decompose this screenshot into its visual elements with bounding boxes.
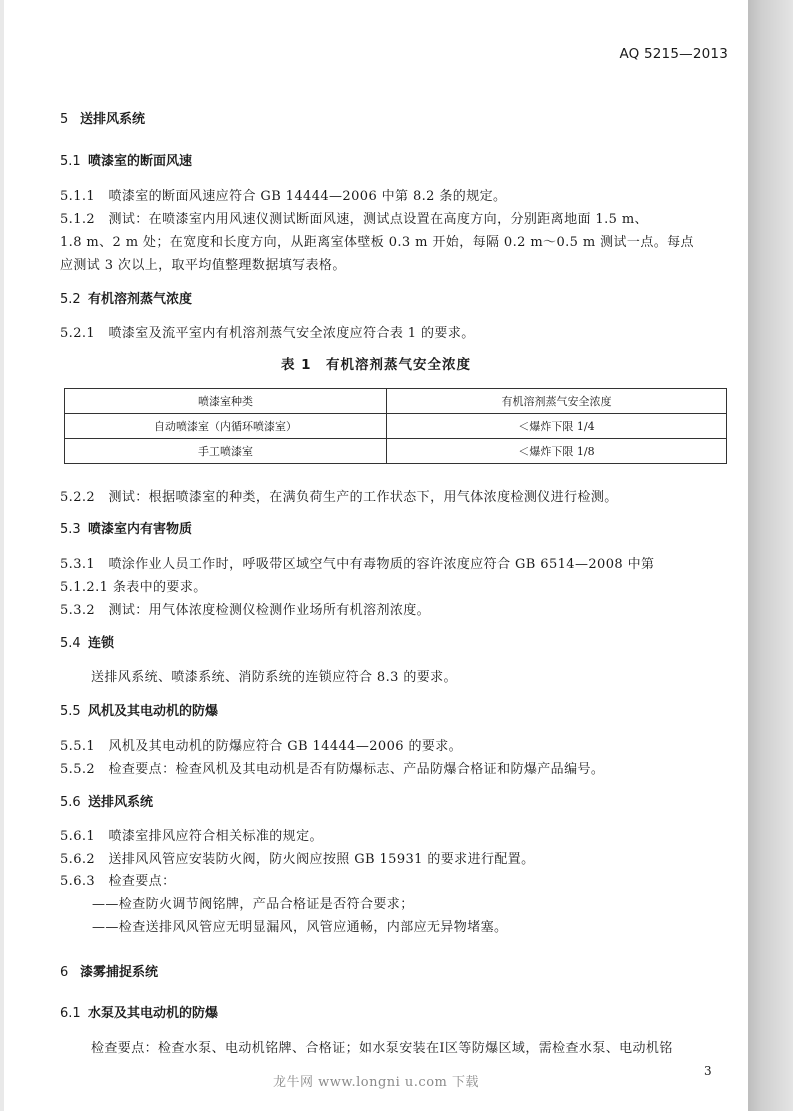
- clause-5-1-1: 5.1.1 喷漆室的断面风速应符合 GB 14444—2006 中第 8.2 条的规定。: [60, 189, 507, 204]
- page-number: 3: [704, 1064, 712, 1078]
- dash-item: ——检查送排风风管应无明显漏风，风管应通畅，内部应无异物堵塞。: [92, 920, 508, 935]
- clause-5-5-1: 5.5.1 风机及其电动机的防爆应符合 GB 14444—2006 的要求。: [60, 739, 463, 754]
- clause-5-1-2: 5.1.2 测试：在喷漆室内用风速仪测试断面风速，测试点设置在高度方向，分别距离地面 1.5 m、: [60, 212, 648, 227]
- section-heading-5-4: 5.4 连锁: [60, 636, 115, 651]
- table-cell: 自动喷漆室（内循环喷漆室）: [65, 414, 387, 439]
- section-heading-6: 6 漆雾捕捉系统: [60, 965, 159, 980]
- section-heading-6-1: 6.1 水泵及其电动机的防爆: [60, 1006, 219, 1021]
- dash-item: ——检查防火调节阀铭牌，产品合格证是否符合要求；: [92, 897, 414, 912]
- section-heading-5-5: 5.5 风机及其电动机的防爆: [60, 704, 219, 719]
- table-cell: ＜爆炸下限 1/4: [387, 414, 727, 439]
- table-header-cell: 喷漆室种类: [65, 389, 387, 414]
- clause-5-3-1: 5.3.1 喷涂作业人员工作时，呼吸带区域空气中有毒物质的容许浓度应符合 GB 6514—2008 中第: [60, 557, 655, 572]
- clause-5-1-2-cont2: 应测试 3 次以上，取平均值整理数据填写表格。: [60, 258, 346, 273]
- clause-5-1-2-cont: 1.8 m、2 m 处；在宽度和长度方向，从距离室体壁板 0.3 m 开始，每隔 0.2 m～0.5 m 测试一点。每点: [60, 235, 694, 250]
- paragraph-6-1: 检查要点：检查水泵、电动机铭牌、合格证；如水泵安装在Ⅰ区等防爆区域，需检查水泵、电动机铭: [91, 1041, 673, 1056]
- table-cell: ＜爆炸下限 1/8: [387, 439, 727, 464]
- section-heading-5-6: 5.6 送排风系统: [60, 795, 154, 810]
- clause-5-6-3: 5.6.3 检查要点：: [60, 874, 176, 889]
- table-row: [65, 439, 727, 464]
- section-heading-5: 5 送排风系统: [60, 112, 146, 127]
- table-row: [65, 414, 727, 439]
- table-header-cell: 有机溶剂蒸气安全浓度: [387, 389, 727, 414]
- paragraph-5-4: 送排风系统、喷漆系统、消防系统的连锁应符合 8.3 的要求。: [91, 670, 457, 685]
- standard-code: AQ 5215—2013: [619, 46, 728, 62]
- table-caption: 表 1 有机溶剂蒸气安全浓度: [280, 357, 472, 373]
- clause-5-5-2: 5.5.2 检查要点：检查风机及其电动机是否有防爆标志、产品防爆合格证和防爆产品编号。: [60, 762, 605, 777]
- clause-5-6-1: 5.6.1 喷漆室排风应符合相关标准的规定。: [60, 829, 323, 844]
- section-heading-5-3: 5.3 喷漆室内有害物质: [60, 522, 193, 537]
- concentration-table: [64, 388, 727, 464]
- document-page: [4, 0, 748, 1111]
- clause-5-3-2: 5.3.2 测试：用气体浓度检测仪检测作业场所有机溶剂浓度。: [60, 603, 431, 618]
- watermark-text: 龙牛网 www.longni u.com 下载: [272, 1075, 480, 1090]
- clause-5-2-1: 5.2.1 喷漆室及流平室内有机溶剂蒸气安全浓度应符合表 1 的要求。: [60, 326, 475, 341]
- page-edge-shadow: [748, 0, 793, 1111]
- section-heading-5-2: 5.2 有机溶剂蒸气浓度: [60, 292, 193, 307]
- clause-5-2-2: 5.2.2 测试：根据喷漆室的种类，在满负荷生产的工作状态下，用气体浓度检测仪进行检测。: [60, 490, 618, 505]
- table-cell: 手工喷漆室: [65, 439, 387, 464]
- section-heading-5-1: 5.1 喷漆室的断面风速: [60, 154, 193, 169]
- clause-5-3-1-cont: 5.1.2.1 条表中的要求。: [60, 580, 207, 595]
- clause-5-6-2: 5.6.2 送排风风管应安装防火阀，防火阀应按照 GB 15931 的要求进行配置。: [60, 852, 535, 867]
- table-header-row: [65, 389, 727, 414]
